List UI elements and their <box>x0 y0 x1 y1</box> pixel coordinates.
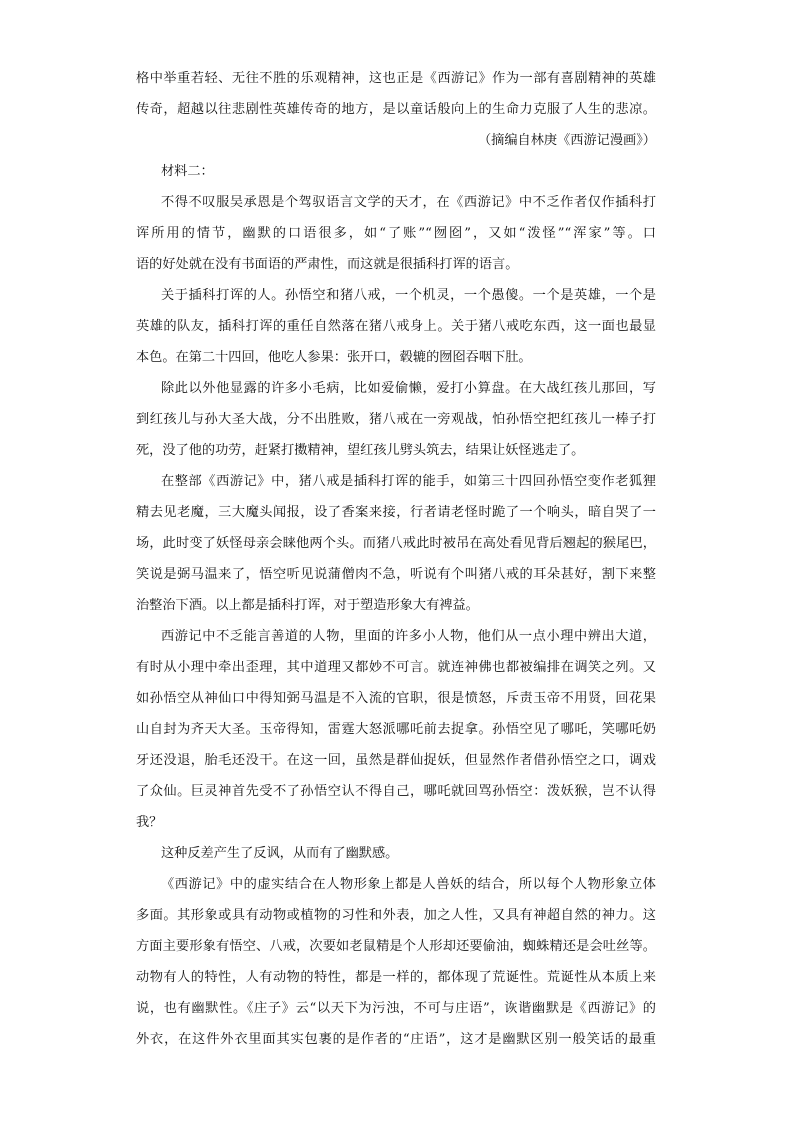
text-line: 死，没了他的功劳，赶紧打擞精神，望红孩儿劈头筑去，结果让妖怪逃走了。 <box>136 443 585 458</box>
text-line: 场，此时变了妖怪母亲会睐他两个头。而猪八戒此时被吊在高处看见背后翘起的猴尾巴， <box>136 536 656 551</box>
text-line: 格中举重若轻、无往不胜的乐观精神，这也正是《西游记》作为一部有喜剧精神的英雄 <box>136 71 656 86</box>
text-line: 除此以外他显露的许多小毛病，比如爱偷懒，爱打小算盘。在大战红孩儿那回，写 <box>161 381 656 396</box>
text-line: 《西游记》中的虚实结合在人物形象上都是人兽妖的结合，所以每个人物形象立体 <box>161 877 656 892</box>
text-line: 这种反差产生了反讽，从而有了幽默感。 <box>161 846 399 861</box>
text-line: 语的好处就在没有书面语的严肃性，而这就是很插科打诨的语言。 <box>136 257 519 272</box>
text-line: 精去见老魔，三大魔头闻报，设了香案来接，行者请老怪时跪了一个响头，暗自哭了一 <box>136 505 656 520</box>
text-line: 关于插科打诨的人。孙悟空和猪八戒，一个机灵，一个愚傻。一个是英雄，一个是 <box>161 288 656 303</box>
text-line: 不得不叹服吴承恩是个驾驭语言文学的天才，在《西游记》中不乏作者仅作插科打 <box>161 195 656 210</box>
source-citation: （摘编自林庚《西游记漫画》） <box>477 133 656 148</box>
text-line: 本色。在第二十四回，他吃人参果：张开口，毂辘的囫囵吞咽下肚。 <box>136 350 532 365</box>
text-line: 如孙悟空从神仙口中得知弼马温是不入流的官职，很是愤怒，斥责玉帝不用贤，回花果 <box>136 691 656 706</box>
text-line: 西游记中不乏能言善道的人物，里面的许多小人物，他们从一点小理中辨出大道， <box>161 629 656 644</box>
text-line: 有时从小理中牵出歪理，其中道理又都妙不可言。就连神佛也都被编排在调笑之列。又 <box>136 660 656 675</box>
text-line: 牙还没退，胎毛还没干。在这一回，虽然是群仙捉妖，但显然作者借孙悟空之口，调戏 <box>136 753 656 768</box>
text-line: 诨所用的情节，幽默的口语很多，如“了账”“囫囵”，又如“泼怪”“浑家”等。口 <box>136 226 656 241</box>
text-line: 了众仙。巨灵神首先受不了孙悟空认不得自己，哪吒就回骂孙悟空：泼妖猴，岂不认得 <box>136 784 656 799</box>
text-line: 在整部《西游记》中，猪八戒是插科打诨的能手，如第三十四回孙悟空变作老狐狸 <box>161 474 656 489</box>
text-line: 多面。其形象或具有动物或植物的习性和外表，加之人性，又具有神超自然的神力。这 <box>136 908 656 923</box>
text-line: 说，也有幽默性。《庄子》云“以天下为污浊，不可与庄语”，诙谐幽默是《西游记》的 <box>136 1001 656 1016</box>
text-line: 方面主要形象有悟空、八戒，次要如老鼠精是个人形却还要偷油，蜘蛛精还是会吐丝等。 <box>136 939 656 954</box>
text-line: 山自封为齐天大圣。玉帝得知，雷霆大怒派哪吒前去捉拿。孙悟空见了哪吒，笑哪吒奶 <box>136 722 656 737</box>
text-line: 英雄的队友，插科打诨的重任自然落在猪八戒身上。关于猪八戒吃东西，这一面也最显 <box>136 319 656 334</box>
text-line: 到红孩儿与孙大圣大战，分不出胜败，猪八戒在一旁观战，怕孙悟空把红孩儿一棒子打 <box>136 412 656 427</box>
section-heading: 材料二： <box>161 164 214 179</box>
text-line: 外衣，在这件外衣里面其实包裹的是作者的“庄语”，这才是幽默区别一般笑话的最重 <box>136 1032 656 1047</box>
text-line: 治整治下酒。以上都是插科打诨，对于塑造形象大有裨益。 <box>136 598 479 613</box>
text-line: 传奇，超越以往悲剧性英雄传奇的地方，是以童话般向上的生命力克服了人生的悲凉。 <box>136 102 656 117</box>
text-line: 动物有人的特性，人有动物的特性，都是一样的，都体现了荒诞性。荒诞性从本质上来 <box>136 970 656 985</box>
text-line: 笑说是弼马温来了，悟空听见说蒲僧肉不急，听说有个叫猪八戒的耳朵甚好，割下来整 <box>136 567 656 582</box>
text-line: 我？ <box>136 815 163 830</box>
